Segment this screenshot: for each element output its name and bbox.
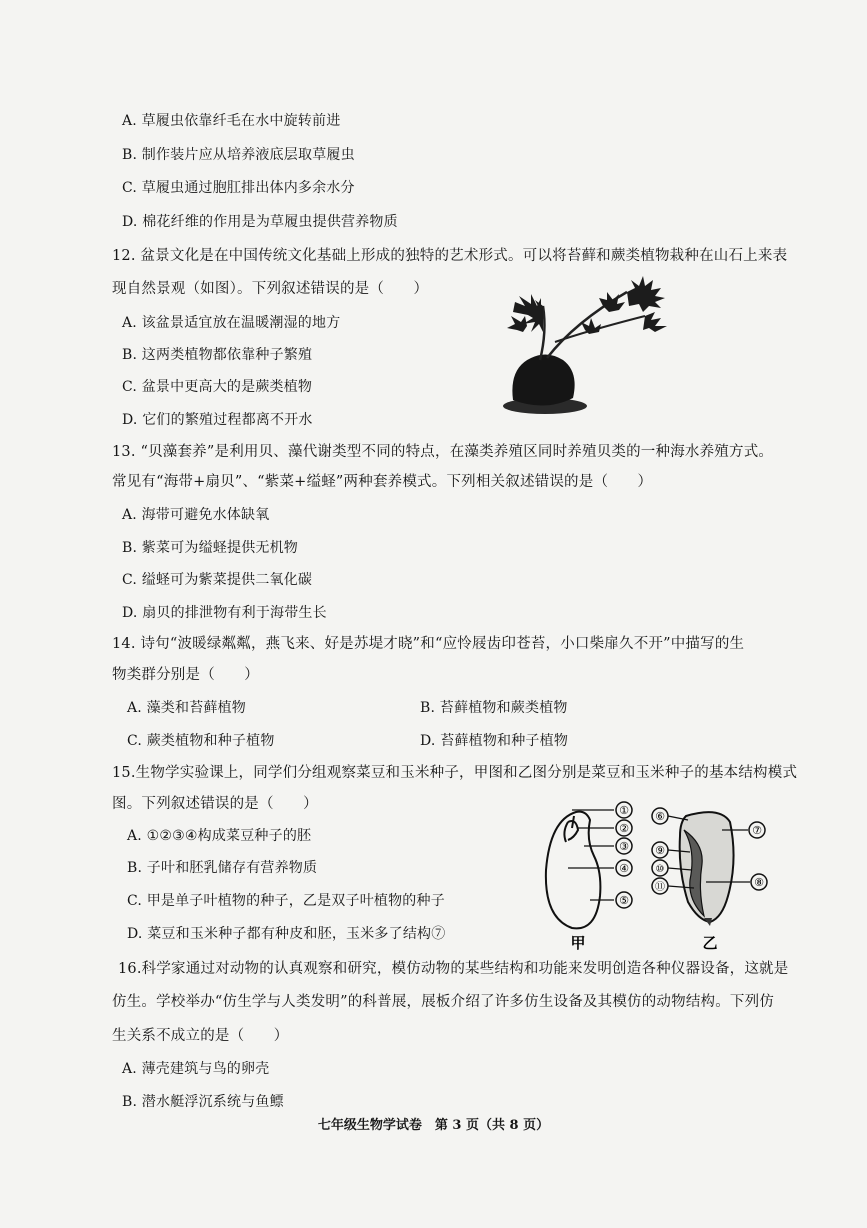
q15-option-a: A. ①②③④构成菜豆种子的胚 — [127, 828, 312, 844]
q15-option-c: C. 甲是单子叶植物的种子，乙是双子叶植物的种子 — [127, 893, 445, 909]
q12-option-b: B. 这两类植物都依靠种子繁殖 — [122, 347, 313, 363]
q14-option-d: D. 苔藓植物和种子植物 — [420, 733, 569, 749]
q15-stem-line1: 15.生物学实验课上，同学们分组观察菜豆和玉米种子，甲图和乙图分别是菜豆和玉米种子的基本结构模式 — [112, 765, 798, 781]
q12-option-a: A. 该盆景适宜放在温暖潮湿的地方 — [122, 315, 341, 331]
q11-option-b: B. 制作装片应从培养液底层取草履虫 — [122, 147, 355, 163]
q12-stem-line2: 现自然景观（如图）。下列叙述错误的是（ ） — [112, 281, 429, 297]
bonsai-figure — [495, 272, 685, 420]
q11-option-a: A. 草履虫依靠纤毛在水中旋转前进 — [122, 113, 341, 129]
q15-stem-line2: 图。下列叙述错误的是（ ） — [112, 796, 318, 812]
q13-option-a: A. 海带可避免水体缺氧 — [122, 507, 270, 523]
label-8: ⑧ — [754, 876, 764, 889]
label-1: ① — [619, 804, 629, 817]
q12-option-d: D. 它们的繁殖过程都离不开水 — [122, 412, 313, 428]
q16-option-b: B. 潜水艇浮沉系统与鱼鳔 — [122, 1094, 284, 1110]
figure-label-jia: 甲 — [570, 934, 586, 952]
q16-option-a: A. 薄壳建筑与鸟的卵壳 — [122, 1061, 270, 1077]
q13-option-c: C. 缢蛏可为紫菜提供二氧化碳 — [122, 572, 313, 588]
label-3: ③ — [619, 840, 629, 853]
q13-option-b: B. 紫菜可为缢蛏提供无机物 — [122, 540, 298, 556]
page-footer: 七年级生物学试卷 第 3 页（共 8 页） — [317, 1118, 550, 1133]
q16-stem-line3: 生关系不成立的是（ ） — [112, 1028, 289, 1044]
q16-stem-line1: 16.科学家通过对动物的认真观察和研究，模仿动物的某些结构和功能来发明创造各种仪器设备，这就是 — [118, 961, 789, 977]
label-10: ⑩ — [655, 864, 665, 875]
seed-structure-figure — [538, 800, 778, 955]
q15-option-d: D. 菜豆和玉米种子都有种皮和胚，玉米多了结构⑦ — [127, 926, 446, 942]
label-6: ⑥ — [655, 810, 665, 823]
q13-option-d: D. 扇贝的排泄物有利于海带生长 — [122, 605, 327, 621]
label-4: ④ — [619, 862, 629, 875]
q14-option-c: C. 蕨类植物和种子植物 — [127, 733, 275, 749]
q16-stem-line2: 仿生。学校举办“仿生学与人类发明”的科普展，展板介绍了许多仿生设备及其模仿的动物结构。下列仿 — [112, 994, 775, 1010]
q12-stem-line1: 12. 盆景文化是在中国传统文化基础上形成的独特的艺术形式。可以将苔藓和蕨类植物栽种在山石上来表 — [112, 248, 788, 264]
q12-option-c: C. 盆景中更高大的是蕨类植物 — [122, 379, 313, 395]
corn-seed-diagram — [652, 808, 767, 926]
label-5: ⑤ — [619, 894, 629, 907]
q14-stem-line1: 14. 诗句“波暖绿粼粼，燕飞来、好是苏堤才晓”和“应怜屐齿印苍苔，小口柴扉久不开”中描写的生 — [112, 636, 745, 652]
label-11: ⑪ — [655, 882, 665, 893]
label-2: ② — [619, 822, 629, 835]
q11-option-d: D. 棉花纤维的作用是为草履虫提供营养物质 — [122, 214, 398, 230]
q14-option-b: B. 苔藓植物和蕨类植物 — [420, 700, 568, 716]
q13-stem-line1: 13. “贝藻套养”是利用贝、藻代谢类型不同的特点，在藻类养殖区同时养殖贝类的一种海水养殖方式。 — [112, 444, 774, 460]
q13-stem-line2: 常见有“海带+扇贝”、“紫菜+缢蛏”两种套养模式。下列相关叙述错误的是（ ） — [112, 474, 653, 490]
q15-option-b: B. 子叶和胚乳储存有营养物质 — [127, 860, 318, 876]
bean-seed-diagram — [546, 802, 632, 928]
q11-option-c: C. 草履虫通过胞肛排出体内多余水分 — [122, 180, 355, 196]
label-9: ⑨ — [655, 844, 665, 857]
label-7: ⑦ — [752, 824, 762, 837]
figure-label-yi: 乙 — [702, 934, 718, 952]
q14-stem-line2: 物类群分别是（ ） — [112, 667, 259, 683]
q14-option-a: A. 藻类和苔藓植物 — [127, 700, 247, 716]
